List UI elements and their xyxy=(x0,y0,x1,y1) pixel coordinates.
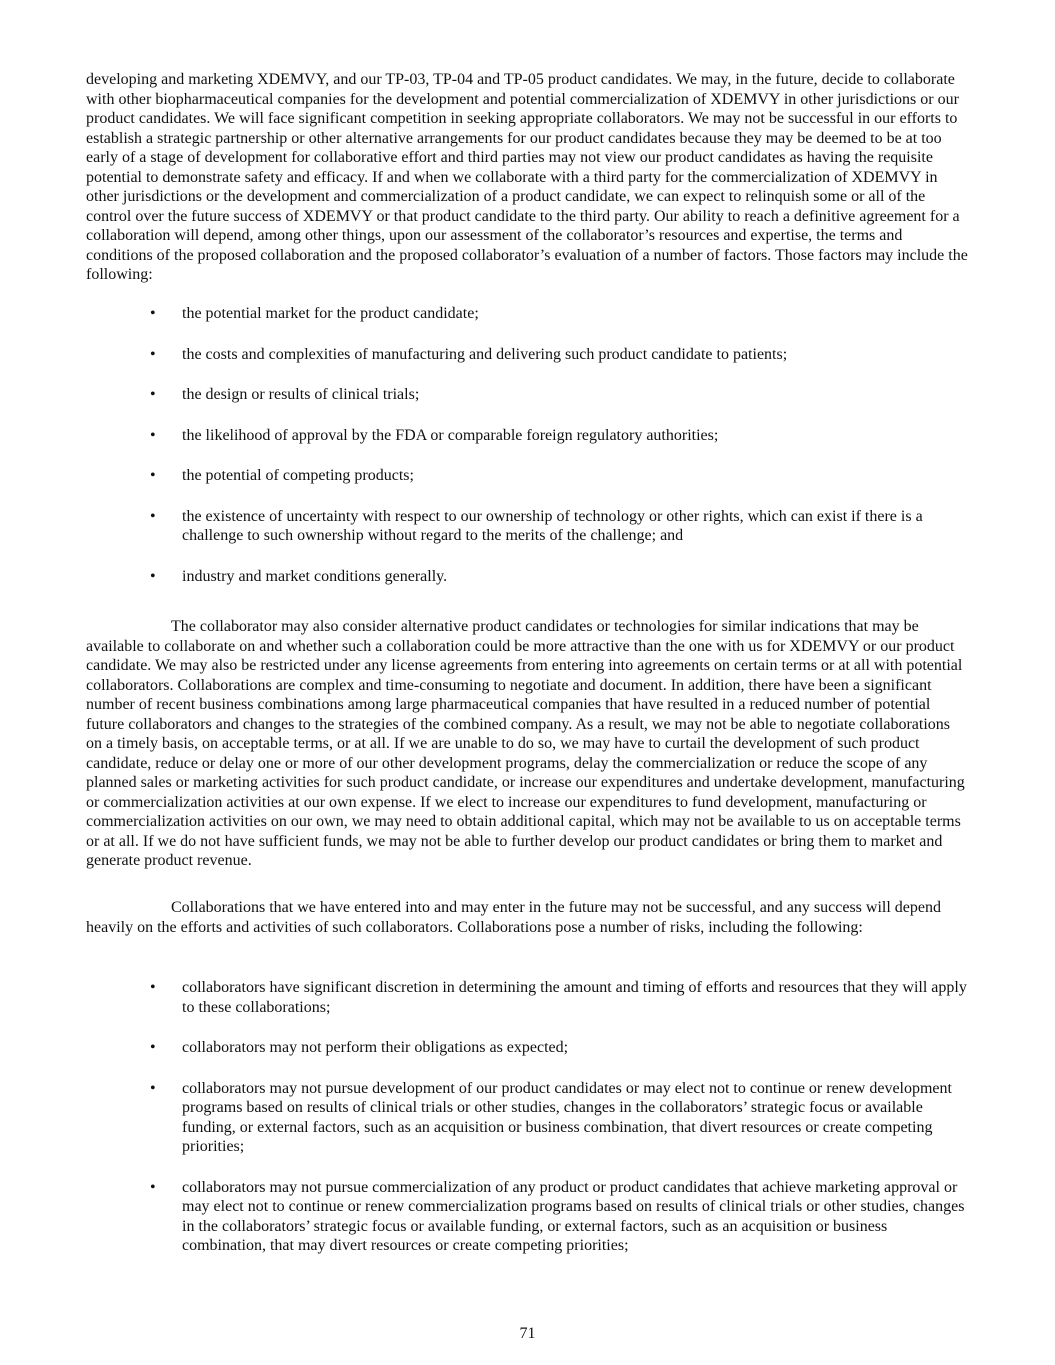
bullet: • xyxy=(150,467,156,484)
list-item xyxy=(86,385,970,405)
list-item-text: the design or results of clinical trials; xyxy=(182,386,420,403)
bullet: • xyxy=(150,1079,156,1097)
bullet: • xyxy=(150,1039,156,1056)
bullet: • xyxy=(150,567,156,585)
list-item-text: collaborators may not perform their obligations as expected; xyxy=(182,1039,569,1056)
list-item xyxy=(86,978,970,1017)
intro-paragraph: developing and marketing XDEMVY, and our TP-03, TP-04 and TP-05 product candidates. We may, in the future, decide to collaborate with other biopharmaceutical companies for the development and potential commercialization of XDEMVY in other jurisdictions or our product candidates. We will face significant competition in seeking appropriate collaborators. We may not be successful in our efforts to establish a strategic partnership or other alternative arrangements for our product candidates because they may be deemed to be at too early of a stage of development for collaborative effort and third parties may not view our product candidates as having the requisite potential to demonstrate safety and efficacy. If and when we collaborate with a third party for the commercialization of XDEMVY in other jurisdictions or the development and commercialization of a product candidate, we can expect to relinquish some or all of the control over the future success of XDEMVY or that product candidate to the third party. Our ability to reach a definitive agreement for a collaboration will depend, among other things, upon our assessment of the collaborator’s resources and expertise, the terms and conditions of the proposed collaboration and the proposed collaborator’s evaluation of a number of factors. Those factors may include the following: xyxy=(86,71,968,283)
list-item-text: the likelihood of approval by the FDA or comparable foreign regulatory authorities; xyxy=(182,426,719,444)
list-item xyxy=(86,466,970,486)
factors-list xyxy=(86,304,970,607)
list-item xyxy=(86,345,970,365)
list-item xyxy=(86,1178,970,1256)
list-item-text: the potential of competing products; xyxy=(182,467,414,484)
risks-list xyxy=(86,978,970,1277)
list-item xyxy=(86,567,970,587)
list-item xyxy=(86,507,970,546)
list-item-text: the potential market for the product candidate; xyxy=(182,305,479,322)
bullet: • xyxy=(150,979,156,996)
list-item xyxy=(86,1038,970,1058)
list-item-text: the costs and complexities of manufacturing and delivering such product candidate to patients; xyxy=(182,345,788,363)
bullet: • xyxy=(150,386,156,403)
bullet: • xyxy=(150,507,156,525)
alternatives-paragraph: The collaborator may also consider alternative product candidates or technologies for similar indications that may be available to collaborate on and whether such a collaboration could be more attractive than the one with us for XDEMVY or our product candidate. We may also be restricted under any license agreements from entering into agreements on certain terms or at all with potential collaborators. Collaborations are complex and time-consuming to negotiate and document. In addition, there have been a significant number of recent business combinations among large pharmaceutical companies that have resulted in a reduced number of potential future collaborators and changes to the strategies of the combined company. As a result, we may not be able to negotiate collaborations on a timely basis, on acceptable terms, or at all. If we are unable to do so, we may have to curtail the development of such product candidate, reduce or delay one or more of our other development programs, delay the commercialization or reduce the scope of any planned sales or marketing activities for such product candidate, or increase our expenditures and undertake development, manufacturing or commercialization activities at our own expense. If we elect to increase our expenditures to fund development, manufacturing or commercialization activities on our own, we may need to obtain additional capital, which may not be available to us on acceptable terms or at all. If we do not have sufficient funds, we may not be able to further develop our product candidates or bring them to market and generate product revenue. xyxy=(86,618,965,869)
list-item xyxy=(86,304,970,324)
list-item-text: collaborators have significant discretion in determining the amount and timing of efforts and resources that they will apply to these collaborations; xyxy=(182,979,967,1016)
list-item xyxy=(86,1079,970,1157)
list-item-text: the existence of uncertainty with respect to our ownership of technology or other rights, which can exist if there is a challenge to such ownership without regard to the merits of the challenge; and xyxy=(182,507,923,544)
bullet: • xyxy=(150,345,156,363)
bullet: • xyxy=(150,426,156,444)
bullet: • xyxy=(150,305,156,322)
risks-intro-paragraph: Collaborations that we have entered into and may enter in the future may not be successful, and any success will depend heavily on the efforts and activities of such collaborators. Collaborations pose a number of risks, including the following: xyxy=(86,899,941,936)
list-item-text: industry and market conditions generally. xyxy=(182,567,448,585)
list-item-text: collaborators may not pursue development of our product candidates or may elect not to continue or renew development programs based on results of clinical trials or other studies, changes in the collaborators’ strategic focus or available funding, or external factors, such as an acquisition or business combination, that divert resources or create competing priorities; xyxy=(182,1079,952,1155)
bullet: • xyxy=(150,1178,156,1196)
list-item xyxy=(86,426,970,446)
list-item-text: collaborators may not pursue commercialization of any product or product candidates that achieve marketing approval or may elect not to continue or renew commercialization programs based on results of clinical trials or other studies, changes in the collaborators’ strategic focus or available funding, or external factors, such as an acquisition or business combination, that may divert resources or create competing priorities; xyxy=(182,1178,965,1254)
page-number: 71 xyxy=(519,1325,536,1342)
